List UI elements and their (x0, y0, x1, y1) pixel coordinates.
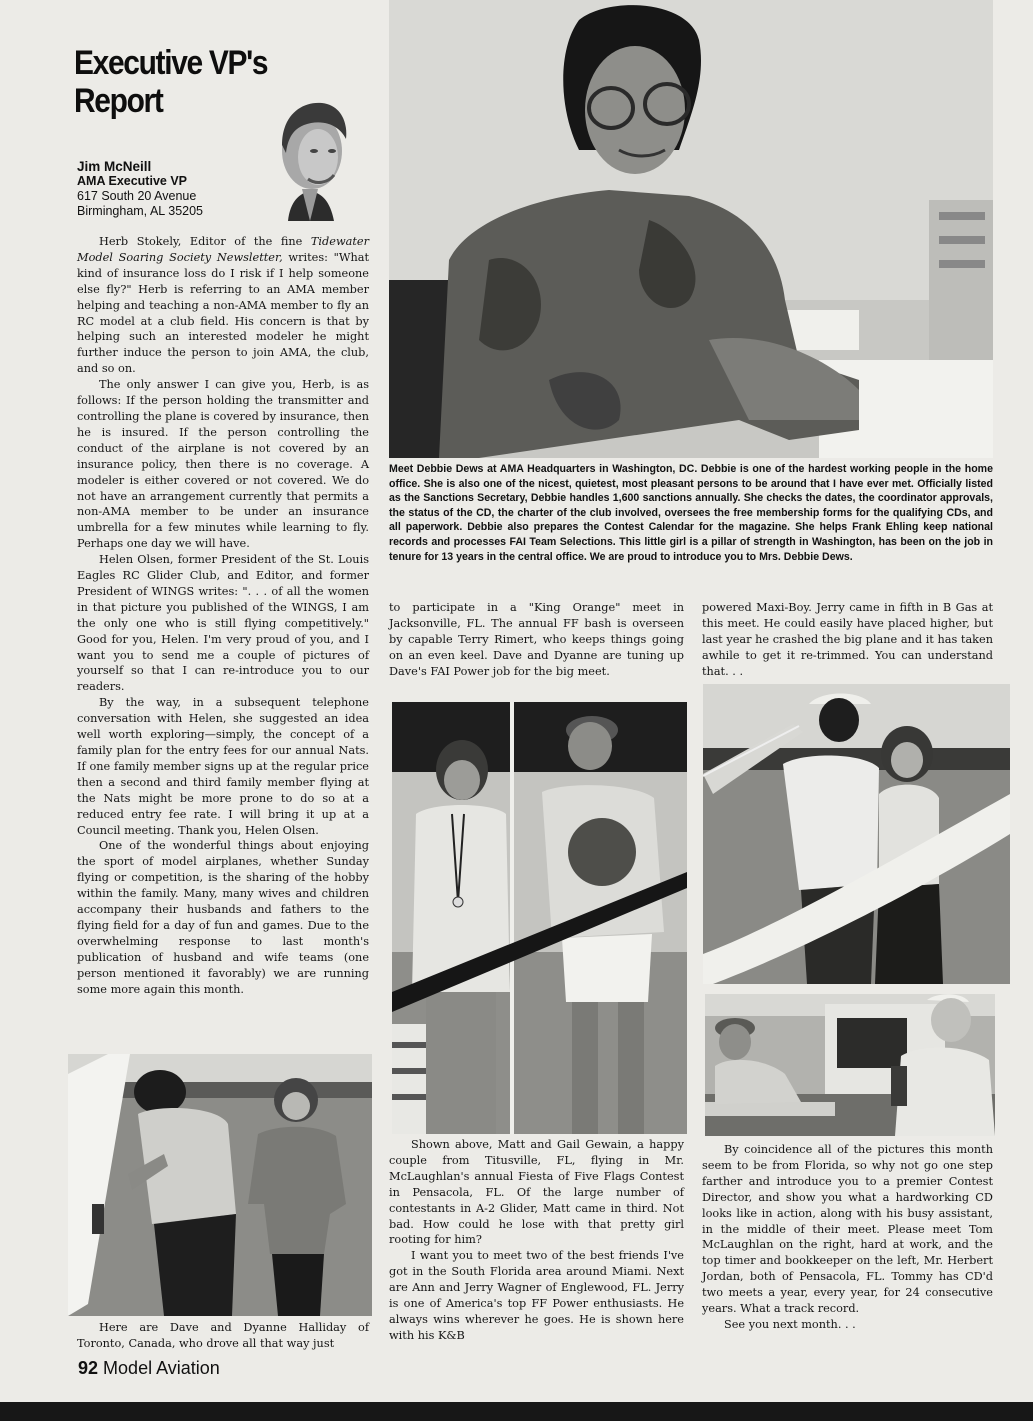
paragraph-insurance-question: Herb Stokely, Editor of the fine Tidewater Model Soaring Society Newsletter, writes: "What kind of insurance loss do I risk if I help someone else fly?" Herb is referring to an AMA member helping and teaching a non-AMA member to fly an RC model at a club field. His concern is that by helping such an interested modeler he might further induce the person to join AMA, the club, and so on. (77, 235, 369, 376)
magazine-name: Model Aviation (103, 1358, 220, 1378)
column-2-bottom (389, 1137, 684, 1344)
paragraph-helen-olsen: Helen Olsen, former President of the St. Louis Eagles RC Glider Club, and Editor, and former President of WINGS writes: ". . . of all the women in that picture you published of the WINGS, I am the only one who is still flying competitively." Good for you, Helen. I'm very proud of you, and I want you to send me a couple of pictures of yourself so that I can re-introduce you to our readers. (77, 553, 369, 694)
column-1-body (77, 234, 369, 998)
caption-halliday: Here are Dave and Dyanne Halliday of Toronto, Canada, who drove all that way just (77, 1321, 369, 1350)
article-title (74, 44, 276, 120)
photo-halliday (68, 1054, 372, 1316)
photo-gewain (392, 702, 687, 1134)
paragraph-family-hobby: One of the wonderful things about enjoying the sport of model airplanes, whether Sunday flying or competition, is the sharing of the hobby within the family. Many, many wives and children accompany their husbands and fathers to the flying field for a day of fun and games. Due to the overwhelming response to last month's publication of husband and wife teams (one person mentioned it favorably) we are running some more again this month. (77, 839, 369, 996)
author-block (77, 159, 277, 219)
paragraph-insurance-answer: The only answer I can give you, Herb, is as follows: If the person holding the transmitter and controlling the plane is covered by insurance, then he is insured. If the person controlling the conduct of the airplane is not covered by an insurance policy, then there is no coverage. A modeler is either covered or not covered. We do not have an arrangement currently that permits a non-AMA member to be under an insurance umbrella for a few minutes while learning to fly. Perhaps one day we will have. (77, 378, 369, 551)
paragraph-contest-director: By coincidence all of the pictures this month seem to be from Florida, so why not go one step farther and introduce you to a premier Contest Director, and show you what a hardworking CD looks like in action, along with his busy assistant, in the middle of their meet. Please meet Tom McLaughlan on the right, hard at work, and the top timer and bookkeeper on the left, Mr. Herbert Jordan, both of Pensacola, FL. Tommy has CD'd two meets a year, every year, for 24 consecutive years. What a track record. (702, 1143, 993, 1316)
photo-mclaughlan-jordan (705, 994, 995, 1136)
caption-gewain: Shown above, Matt and Gail Gewain, a happy couple from Titusville, FL, flying in Mr. McLaughlan's annual Fiesta of Five Flags Contest in Pensacola, FL. Of the large number of contestants in A-2 Glider, Matt came in third. Not bad. How could he lose with that pretty girl rooting for him? (389, 1138, 684, 1247)
author-name: Jim McNeill (77, 159, 152, 174)
author-address-street: 617 South 20 Avenue (77, 189, 197, 203)
column-3-bottom (702, 1142, 993, 1333)
article-title-line1: Executive VP's (74, 44, 268, 82)
article-title-line2: Report (74, 82, 163, 120)
column-2-top (389, 600, 684, 680)
photo-wagner (703, 684, 1010, 984)
page-number: 92 (78, 1358, 99, 1378)
scan-bottom-edge (0, 1402, 1033, 1421)
paragraph-sign-off: See you next month. . . (724, 1317, 856, 1331)
column-3-top (702, 600, 993, 680)
paragraph-king-orange: to participate in a "King Orange" meet in Jacksonville, FL. The annual FF bash is overseen by capable Terry Rimert, who keeps things going on an even keel. Dave and Dyanne are tuning up Dave's FAI Power job for the big meet. (389, 601, 684, 678)
caption-debbie-dews: Meet Debbie Dews at AMA Headquarters in Washington, DC. Debbie is one of the hardest working people in the home office. She is also one of the nicest, quietest, most pleasant persons to be around that I have ever met. Officially listed as the Sanctions Secretary, Debbie handles 1,600 sanctions annually. She checks the dates, the coordinator approvals, the status of the CD, the charter of the club involved, oversees the free membership forms for the qualifying CDs, and all paperwork. Debbie also prepares the Contest Calendar for the magazine. She helps Frank Ehling keep national records and processes FAI Team Selections. This little girl is a pillar of strength in Washington, has been on the job in tenure for 13 years in the central office. We are proud to introduce you to Mrs. Debbie Dews. (389, 463, 993, 563)
page-footer (78, 1358, 220, 1379)
column-1-caption (77, 1320, 369, 1352)
paragraph-maxi-boy: powered Maxi-Boy. Jerry came in fifth in B Gas at this meet. He could easily have placed higher, but last year he crashed the big plane and it has taken awhile to get it re-trimmed. You can understand that. . . (702, 601, 993, 678)
author-role: AMA Executive VP (77, 174, 187, 188)
photo-debbie-dews (389, 0, 993, 458)
author-address-city: Birmingham, AL 35205 (77, 204, 204, 218)
paragraph-family-plan: By the way, in a subsequent telephone conversation with Helen, she suggested an idea well worth exploring—simply, the concept of a family plan for the entry fees for our annual Nats. If one family member signs up at the regular price then a second and third family member flying at the Nats might be more prone to do so at a reduced entry fee rate. I will bring it up at a Council meeting. Thank you, Helen Olsen. (77, 696, 369, 837)
paragraph-wagner: I want you to meet two of the best friends I've got in the South Florida area around Miami. Next are Ann and Jerry Wagner of Englewood, FL. Jerry is one of America's top FF Power enthusiasts. He always wins wherever he goes. He is shown here with his K&B (389, 1249, 684, 1342)
newsletter-title: Tidewater Model Soaring Society Newsletter, (77, 235, 369, 264)
